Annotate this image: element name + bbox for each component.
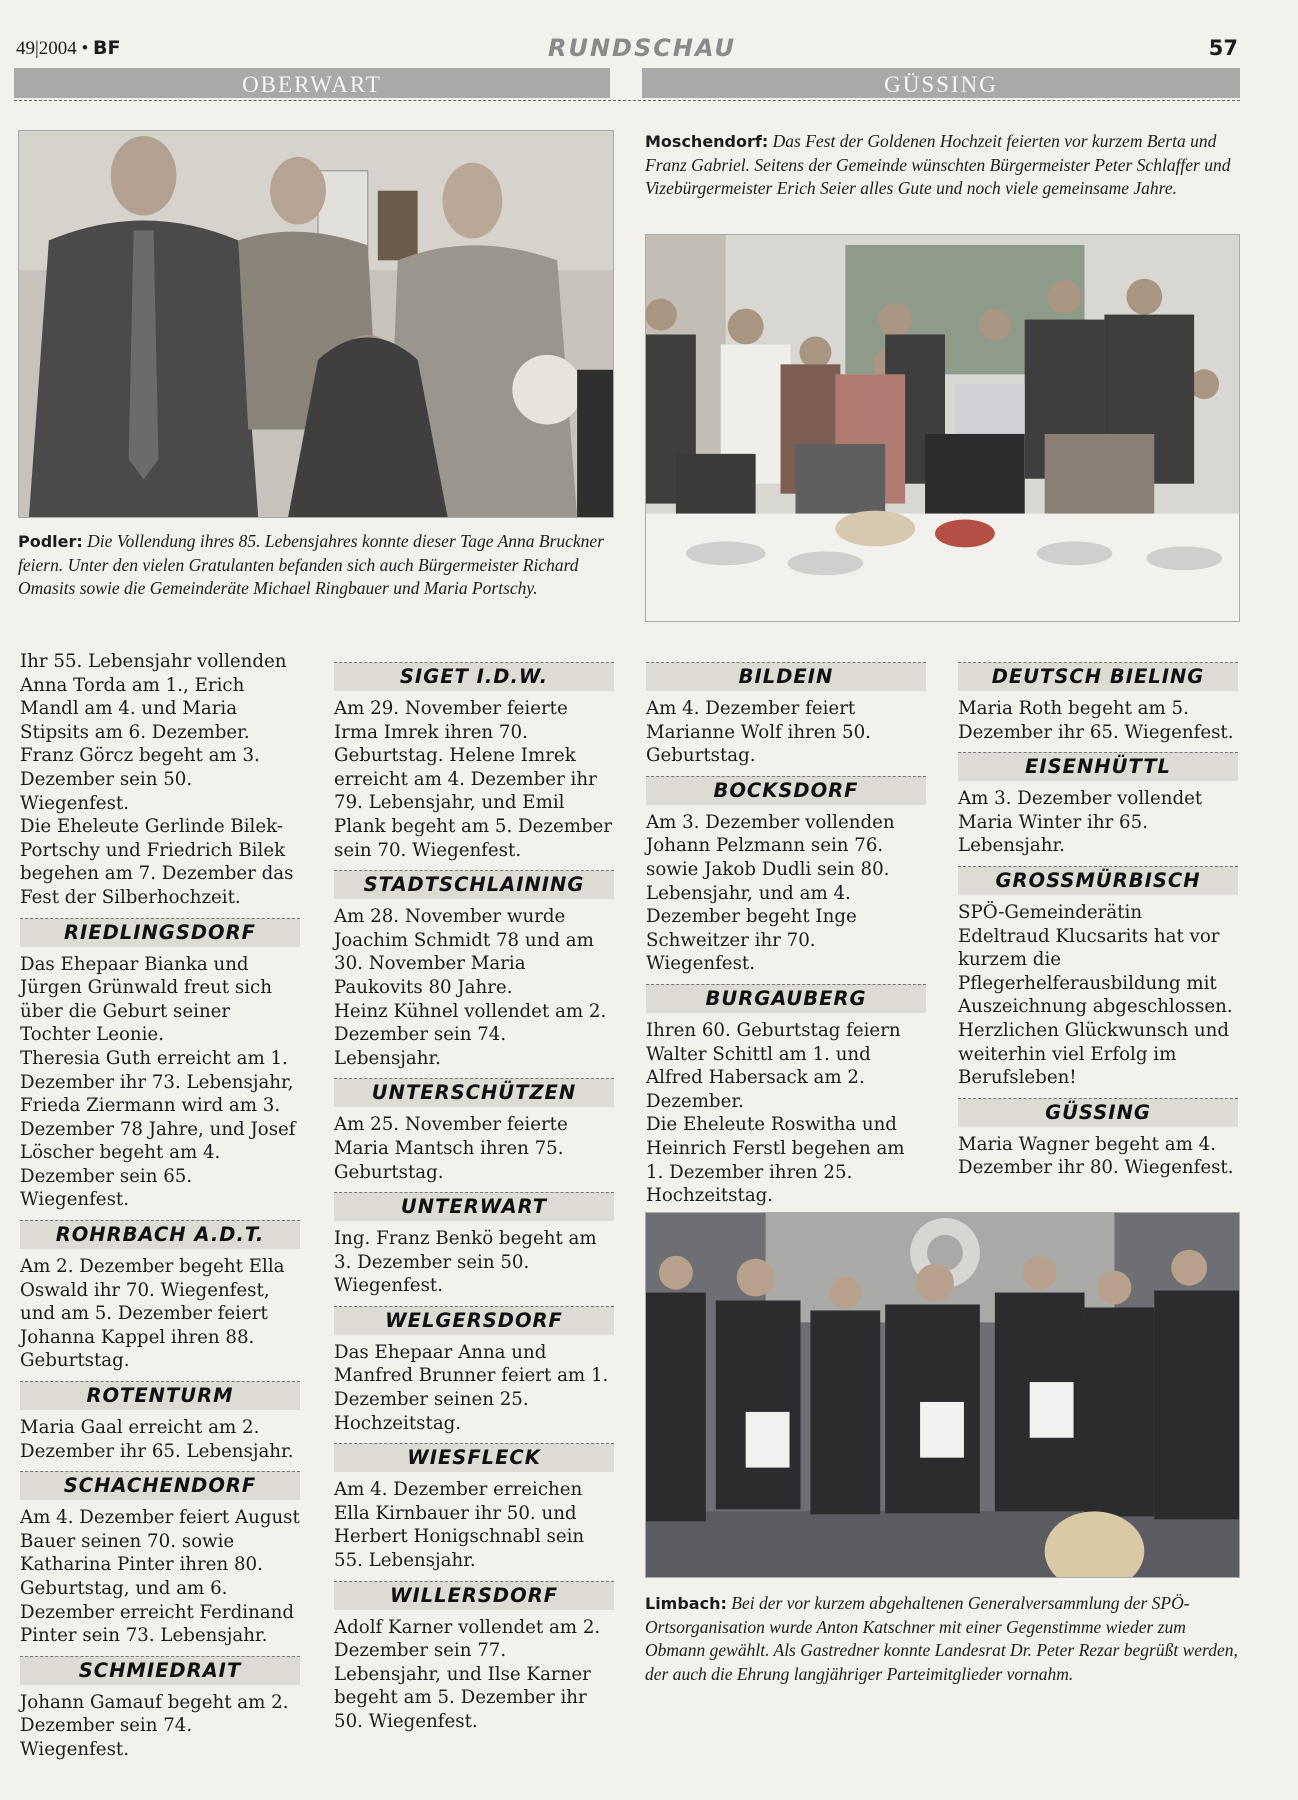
caption-place: Moschendorf:: [645, 132, 769, 151]
article-text: Am 4. Dezember feiert Marianne Wolf ihren 50. Geburtstag.: [646, 698, 871, 767]
issue-label: 49|2004: [16, 38, 77, 59]
town-heading-bildein: BILDEIN: [646, 662, 926, 691]
article-text: Maria Roth begeht am 5. Dezember ihr 65. Wiegenfest.: [958, 698, 1234, 743]
photo-podler: [18, 130, 614, 518]
caption-place: Podler:: [18, 532, 83, 551]
caption-text: Die Vollendung ihres 85. Lebensjahres konnte dieser Tage Anna Bruckner feiern. Unter den vielen Gratulanten befanden sich auch Bürgermeister Richard Omasits sowie die Gemeinderäte Michael Ringbauer und Maria Portschy.: [18, 531, 605, 598]
town-heading-eisenhuettl: EISENHÜTTL: [958, 752, 1238, 781]
photo-moschendorf-image: [646, 235, 1239, 621]
article-text: Am 4. Dezember erreichen Ella Kirnbauer ihr 50. und Herbert Honigschnabl sein 55. Lebensjahr.: [334, 1479, 585, 1572]
article-text: Ing. Franz Benkö begeht am 3. Dezember sein 50. Wiegenfest.: [334, 1228, 597, 1297]
town-heading-wiesfleck: WIESFLECK: [334, 1443, 614, 1472]
town-heading-rotenturm: ROTENTURM: [20, 1381, 300, 1410]
photo-moschendorf: [645, 234, 1240, 622]
article-text: Das Ehepaar Bianka und Jürgen Grünwald freut sich über die Geburt seiner Tochter Leonie.: [20, 953, 272, 1046]
town-heading-guessing: GÜSSING: [958, 1098, 1238, 1127]
caption-limbach: [645, 1592, 1245, 1686]
town-heading-schmiedrait: SCHMIEDRAIT: [20, 1656, 300, 1685]
issue-number: [16, 37, 120, 60]
column-2: [334, 662, 614, 1734]
region-band-oberwart: OBERWART: [14, 68, 610, 98]
region-band-guessing: GÜSSING: [642, 68, 1240, 98]
article-text: Am 2. Dezember begeht Ella Oswald ihr 70. Wiegenfest, und am 5. Dezember feiert Johanna Kappel ihren 88. Geburtstag.: [20, 1256, 285, 1372]
article-text: Am 3. Dezember vollenden Johann Pelzmann sein 76. sowie Jakob Dudli sein 80. Lebensjahr, und am 4. Dezember begeht Inge Schweitzer ihr 70. Wiegenfest.: [646, 811, 895, 975]
town-heading-welgersdorf: WELGERSDORF: [334, 1306, 614, 1335]
town-heading-bocksdorf: BOCKSDORF: [646, 776, 926, 805]
town-heading-riedlingsdorf: RIEDLINGSDORF: [20, 918, 300, 947]
town-heading-willersdorf: WILLERSDORF: [334, 1581, 614, 1610]
article-text: Ihren 60. Geburtstag feiern Walter Schittl am 1. und Alfred Habersack am 2. Dezember.: [646, 1019, 901, 1112]
article-text: Das Ehepaar Anna und Manfred Brunner feiert am 1. Dezember seinen 25. Hochzeitstag.: [334, 1341, 609, 1434]
town-heading-siget: SIGET I.D.W.: [334, 662, 614, 691]
column-1: [20, 650, 300, 1762]
photo-limbach-image: [646, 1213, 1239, 1577]
article-text: SPÖ-Gemeinderätin Edeltraud Klucsarits hat vor kurzem die Pflegerhelferausbildung mit Auszeichnung abgeschlossen. Herzlichen Glückwunsch und weiterhin viel Erfolg im Berufsleben!: [958, 901, 1233, 1089]
caption-podler: [18, 530, 618, 601]
edition-label: BF: [92, 37, 121, 59]
article-text: Am 25. November feierte Maria Mantsch ihren 75. Geburtstag.: [334, 1114, 568, 1183]
article-text: Am 3. Dezember vollendet Maria Winter ihr 65. Lebensjahr.: [958, 788, 1203, 857]
column-4: [958, 662, 1238, 1180]
newspaper-title: RUNDSCHAU: [548, 34, 736, 62]
column-3: [646, 662, 926, 1208]
header-divider: [14, 100, 1240, 101]
caption-moschendorf: [645, 130, 1245, 201]
article-text: Theresia Guth erreicht am 1. Dezember ihr 73. Lebensjahr, Frieda Ziermann wird am 3. Dezember 78 Jahre, und Josef Löscher begeht am 4. Dezember sein 65. Wiegenfest.: [20, 1047, 296, 1211]
article-text: Johann Gamauf begeht am 2. Dezember sein 74. Wiegenfest.: [20, 1691, 289, 1760]
caption-text: Das Fest der Goldenen Hochzeit feierten vor kurzem Berta und Franz Gabriel. Seitens der Gemeinde wünschten Bürgermeister Peter Schlaffer und Vizebürgermeister Erich Seier alles Gute und noch viele gemeinsame Jahre.: [645, 131, 1231, 198]
town-heading-stadtschlaining: STADTSCHLAINING: [334, 870, 614, 899]
article-text: Am 28. November wurde Joachim Schmidt 78 und am 30. November Maria Paukovits 80 Jahre.: [334, 906, 594, 998]
article-text: Adolf Karner vollendet am 2. Dezember sein 77. Lebensjahr, und Ilse Karner begeht am 5. Dezember ihr 50. Wiegenfest.: [334, 1616, 601, 1732]
town-heading-deutsch-bieling: DEUTSCH BIELING: [958, 662, 1238, 691]
town-heading-grossmuerbisch: GROSSMÜRBISCH: [958, 866, 1238, 895]
caption-text: Bei der vor kurzem abgehaltenen Generalversammlung der SPÖ-Ortsorganisation wurde Anton Katschner mit einer Gegenstimme wieder zum Obmann gewählt. Als Gastredner konnte Landesrat Dr. Peter Rezar begrüßt werden, der auch die Ehrung langjähriger Parteimitglieder vornahm.: [645, 1593, 1238, 1684]
town-heading-unterwart: UNTERWART: [334, 1192, 614, 1221]
article-text: Am 29. November feierte Irma Imrek ihren 70. Geburtstag. Helene Imrek erreicht am 4. Dezember ihr 79. Lebensjahr, und Emil Plank begeht am 5. Dezember sein 70. Wiegenfest.: [334, 698, 613, 861]
article-text: Maria Gaal erreicht am 2. Dezember ihr 65. Lebensjahr.: [20, 1417, 294, 1462]
town-heading-rohrbach: ROHRBACH A.D.T.: [20, 1220, 300, 1249]
photo-limbach: [645, 1212, 1240, 1578]
town-heading-burgauberg: BURGAUBERG: [646, 984, 926, 1013]
town-heading-schachendorf: SCHACHENDORF: [20, 1471, 300, 1500]
photo-podler-image: [19, 131, 613, 517]
caption-place: Limbach:: [645, 1594, 727, 1613]
page-number: 57: [1208, 36, 1238, 60]
town-heading-unterschuetzen: UNTERSCHÜTZEN: [334, 1078, 614, 1107]
article-text: Maria Wagner begeht am 4. Dezember ihr 80. Wiegenfest.: [958, 1133, 1234, 1179]
article-text: Die Eheleute Gerlinde Bilek-Portschy und Friedrich Bilek begehen am 7. Dezember das Fest der Silberhochzeit.: [20, 816, 294, 908]
issue-separator: •: [81, 38, 89, 59]
article-text: Am 4. Dezember feiert August Bauer seinen 70. sowie Katharina Pinter ihren 80. Geburtstag, und am 6. Dezember erreicht Ferdinand Pinter sein 73. Lebensjahr.: [20, 1507, 300, 1647]
article-text: Die Eheleute Roswitha und Heinrich Ferstl begehen am 1. Dezember ihren 25. Hochzeitstag.: [646, 1114, 905, 1207]
article-text: Ihr 55. Lebensjahr vollenden Anna Torda am 1., Erich Mandl am 4. und Maria Stipsits am 6. Dezember. Franz Görcz begeht am 3. Dezember sein 50. Wiegenfest.: [20, 651, 287, 814]
article-text: Heinz Kühnel vollendet am 2. Dezember sein 74. Lebensjahr.: [334, 1000, 607, 1069]
